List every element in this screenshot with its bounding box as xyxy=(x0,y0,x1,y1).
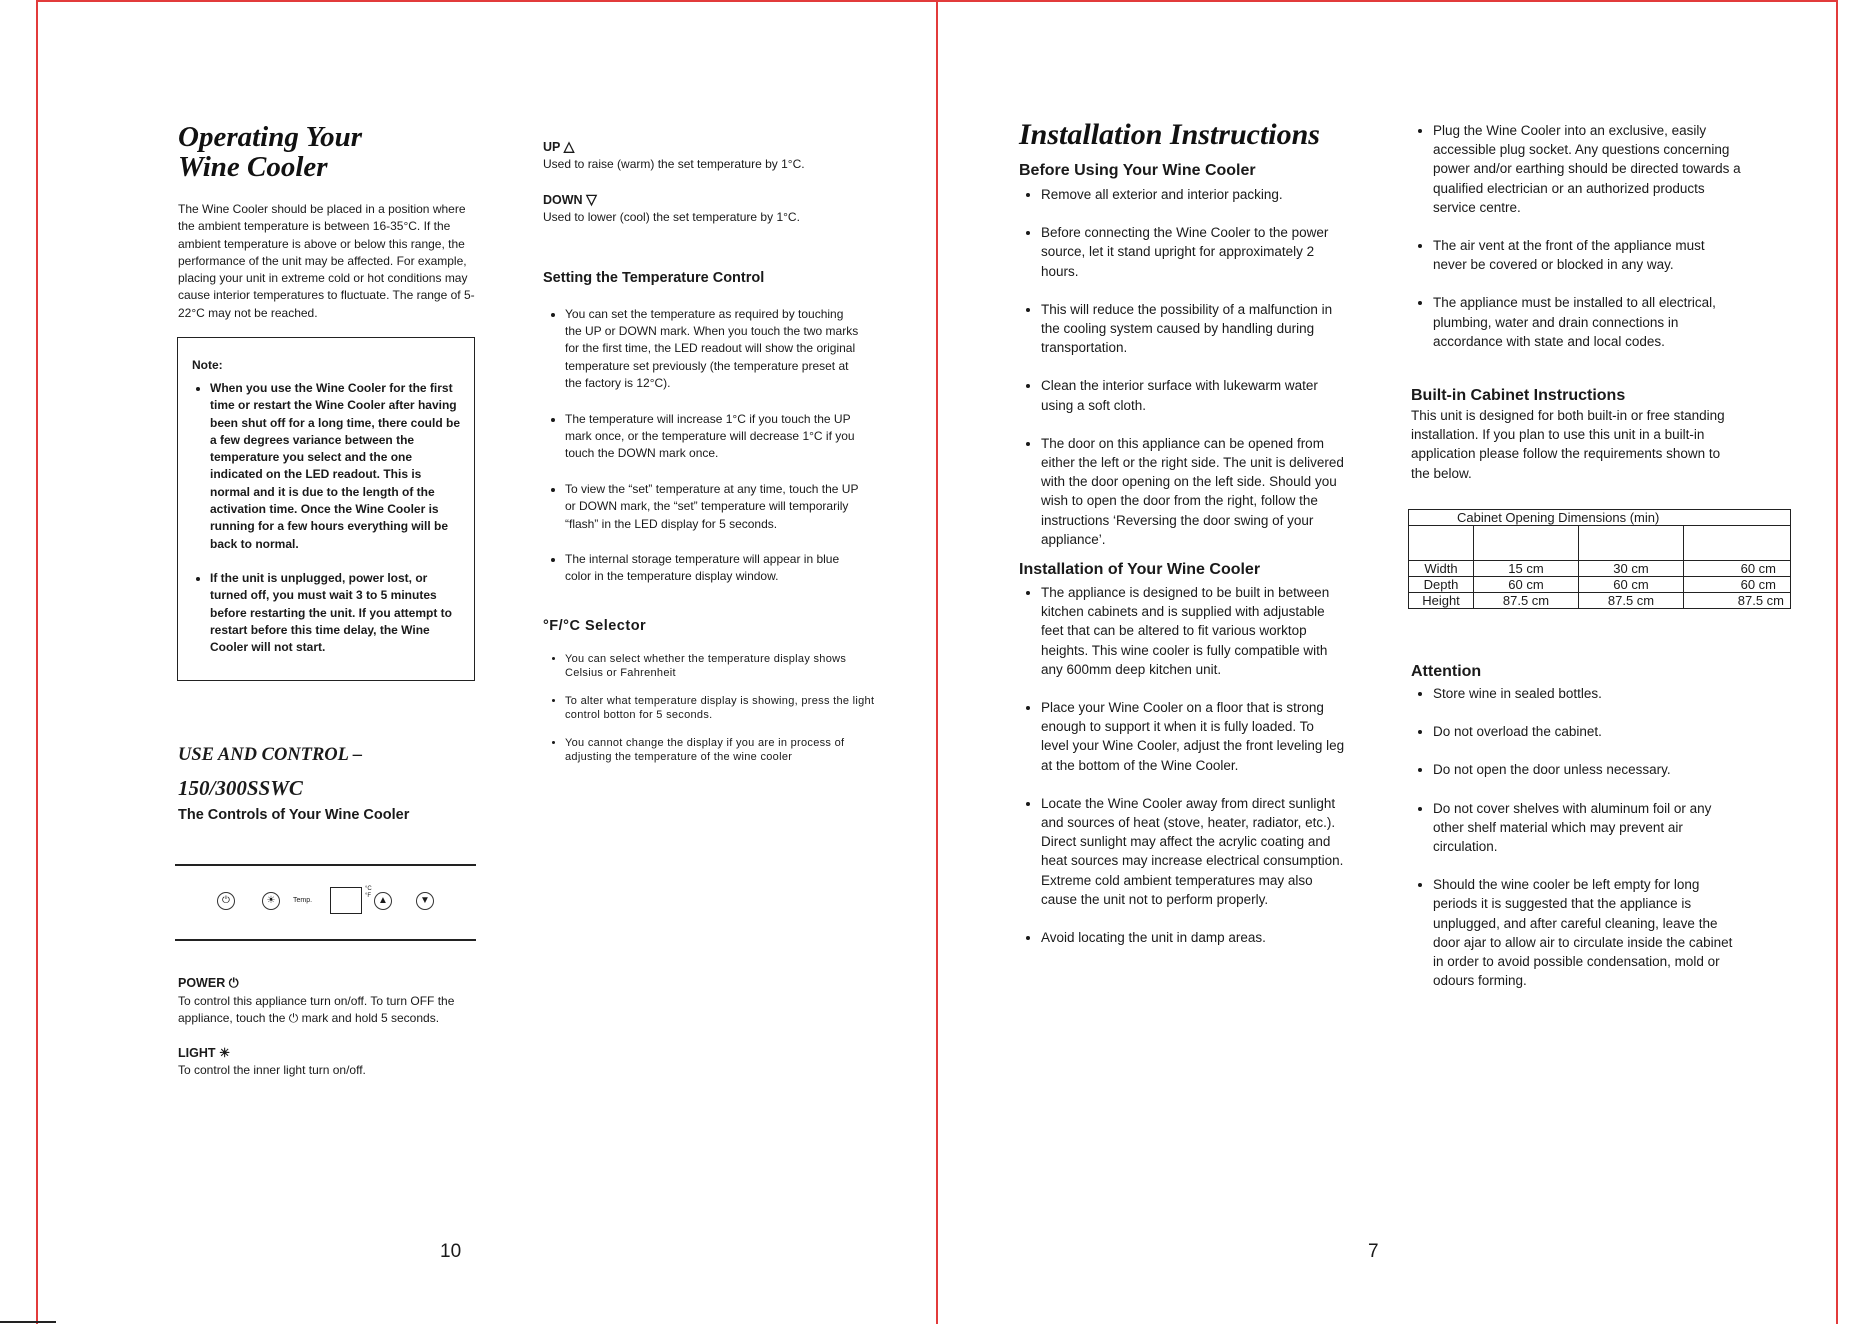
installation-title: Installation Instructions xyxy=(1019,118,1320,151)
before-item: • Remove all exterior and interior packing. xyxy=(1041,185,1345,204)
table-row xyxy=(1409,577,1791,593)
operating-title xyxy=(178,122,478,182)
table-row xyxy=(1409,593,1791,609)
attention-item: • Store wine in sealed bottles. xyxy=(1433,684,1741,703)
note-item: • When you use the Wine Cooler for the first time or restart the Wine Cooler after having been shut off for a long time, there could be a few degrees variance between the temperature you select and the one indicated on the LED readout. This is normal and it is due to the length of the activation time. Once the Wine Cooler is running for a few hours everything will be back to normal. xyxy=(210,380,460,553)
note-box xyxy=(177,337,475,681)
electrical-item: • Plug the Wine Cooler into an exclusive, easily accessible plug socket. Any questions concerning power and/or earthing should be directed towards a qualified electrician or an authorized products service centre. xyxy=(1433,121,1741,217)
table-row xyxy=(1409,561,1791,577)
table-cell: 60 cm xyxy=(1579,577,1684,593)
table-cell: 87.5 cm xyxy=(1684,593,1791,609)
power-text-end: mark and hold 5 seconds. xyxy=(301,1011,440,1026)
power-text xyxy=(178,993,488,1028)
builtin-heading: Built-in Cabinet Instructions xyxy=(1411,387,1626,405)
page-number-right: 7 xyxy=(1368,1241,1379,1262)
page-bottom-line xyxy=(0,1321,56,1323)
page-border-right xyxy=(1836,0,1838,1324)
table-cell: 87.5 cm xyxy=(1579,593,1684,609)
controls-heading: The Controls of Your Wine Cooler xyxy=(178,807,410,823)
power-text-start: To control this appliance turn on/off. To turn OFF the appliance, touch the xyxy=(178,994,455,1026)
install-heading: Installation of Your Wine Cooler xyxy=(1019,561,1261,579)
before-item: • The door on this appliance can be opened from either the left or the right side. The unit is delivered with the door opening on the left side. Should you wish to open the door from the right, follow the instructions ‘Reversing the door swing of your appliance’. xyxy=(1041,434,1345,549)
attention-section xyxy=(1411,663,1741,1009)
attention-item: • Do not overload the cabinet. xyxy=(1433,722,1741,741)
setting-item: • The temperature will increase 1°C if you touch the UP mark once, or the temperature will decrease 1°C if you touch the DOWN mark once. xyxy=(565,411,861,463)
electrical-item: • The air vent at the front of the appliance must never be covered or blocked in any way. xyxy=(1433,236,1741,274)
use-control-section xyxy=(178,745,478,823)
light-label: LIGHT xyxy=(178,1045,216,1060)
attention-item: • Should the wine cooler be left empty for long periods it is suggested that the appliance is unplugged, and after careful cleaning, leave the door ajar to allow air to circulate inside the cabinet in order to avoid possible condensation, mold or odours forming. xyxy=(1433,875,1741,990)
up-triangle-icon: △ xyxy=(563,138,575,154)
temperature-display xyxy=(330,887,362,914)
operating-title-line2: Wine Cooler xyxy=(178,151,328,183)
power-icon[interactable]: ⏻ xyxy=(217,892,235,910)
selector-heading: °F/°C Selector xyxy=(543,617,647,634)
down-text: Used to lower (cool) the set temperature by 1°C. xyxy=(543,210,800,225)
panel-top-line xyxy=(175,864,476,866)
up-text: Used to raise (warm) the set temperature by 1°C. xyxy=(543,157,805,171)
power-section xyxy=(178,976,488,1079)
model-number: 150/300SSWC xyxy=(178,776,303,800)
note-item: • If the unit is unplugged, power lost, or turned off, you must wait 3 to 5 minutes before restarting the unit. If you attempt to restart before this time delay, the Wine Cooler will not start. xyxy=(210,570,460,656)
before-heading: Before Using Your Wine Cooler xyxy=(1019,162,1256,179)
light-icon[interactable]: ☀ xyxy=(262,892,280,910)
setting-item: • The internal storage temperature will appear in blue color in the temperature display window. xyxy=(565,551,861,586)
builtin-text: This unit is designed for both built-in or free standing installation. If you plan to use this unit in a built-in application please follow the requirements shown to the below. xyxy=(1411,408,1725,481)
page-border-left xyxy=(36,0,38,1324)
setting-heading: Setting the Temperature Control xyxy=(543,269,765,286)
power-symbol-icon: ⏻ xyxy=(228,976,239,990)
operating-column xyxy=(178,122,478,322)
table-cell: 60 cm xyxy=(1474,577,1579,593)
page-border-center xyxy=(936,0,938,1324)
operating-title-line1: Operating Your xyxy=(178,121,362,153)
up-label: UP xyxy=(543,140,561,154)
setting-item: • To view the “set” temperature at any time, touch the UP or DOWN mark, the “set” temperature will temporarily “flash” in the LED display for 5 seconds. xyxy=(565,481,861,533)
operating-intro: The Wine Cooler should be placed in a position where the ambient temperature is between 16-35°C. If the ambient temperature is above or below this range, the performance of the unit may be affected. For example, placing your unit in extreme cold or hot conditions may cause interior temperatures to fluctuate. The range of 5-22°C may not be reached. xyxy=(178,202,475,320)
down-label: DOWN xyxy=(543,193,583,208)
light-symbol-icon: ☀ xyxy=(218,1045,231,1060)
selector-item: • To alter what temperature display is showing, press the light control botton for 5 seconds. xyxy=(565,694,875,722)
attention-item: • Do not open the door unless necessary. xyxy=(1433,760,1741,779)
selector-item: • You can select whether the temperature display shows Celsius or Fahrenheit xyxy=(565,652,875,680)
electrical-column xyxy=(1411,121,1741,483)
power-inline-icon: ⏻ xyxy=(288,1011,299,1026)
page-number-left: 10 xyxy=(440,1241,462,1262)
before-item: • Clean the interior surface with lukewarm water using a soft cloth. xyxy=(1041,376,1345,414)
controls-column xyxy=(543,138,875,778)
panel-units: °C °F xyxy=(365,886,372,899)
down-icon[interactable]: ▼ xyxy=(416,892,434,910)
table-cell: 60 cm xyxy=(1684,577,1791,593)
before-item: • This will reduce the possibility of a malfunction in the cooling system caused by handling during transportation. xyxy=(1041,300,1345,358)
selector-item: • You cannot change the display if you are in process of adjusting the temperature of the wine cooler xyxy=(565,736,875,764)
dimensions-table xyxy=(1408,509,1791,609)
light-text: To control the inner light turn on/off. xyxy=(178,1062,366,1077)
note-heading: Note: xyxy=(192,358,223,372)
panel-bottom-line xyxy=(175,939,476,941)
row-label: Depth xyxy=(1409,577,1474,593)
table-cell: 15 cm xyxy=(1474,561,1579,577)
table-cell: 30 cm xyxy=(1579,561,1684,577)
row-label: Height xyxy=(1409,593,1474,609)
attention-item: • Do not cover shelves with aluminum foil or any other shelf material which may prevent air circulation. xyxy=(1433,799,1741,857)
power-label: POWER xyxy=(178,976,226,990)
before-item: • Before connecting the Wine Cooler to the power source, let it stand upright for approximately 2 hours. xyxy=(1041,223,1345,281)
attention-heading: Attention xyxy=(1411,663,1482,680)
install-item: • The appliance is designed to be built in between kitchen cabinets and is supplied with adjustable feet that can be altered to fit various worktop heights. This wine cooler is fully compatible with any 600mm deep kitchen unit. xyxy=(1041,583,1345,679)
up-icon[interactable]: ▲ xyxy=(374,892,392,910)
install-item: • Locate the Wine Cooler away from direct sunlight and sources of heat (stove, heater, radiator, etc.). Direct sunlight may affect the acrylic coating and heat sources may increase electrical consumption. Extreme cold ambient temperatures may also cause the unit not to perform properly. xyxy=(1041,794,1345,909)
installation-column xyxy=(1019,120,1345,966)
setting-item: • You can set the temperature as required by touching the UP or DOWN mark. When you touch the two marks for the first time, the LED readout will show the original temperature set previously (the temperature preset at the factory is 12°C). xyxy=(565,306,861,393)
install-item: • Place your Wine Cooler on a floor that is strong enough to support it when it is fully loaded. To level your Wine Cooler, adjust the front leveling leg at the bottom of the Wine Cooler. xyxy=(1041,698,1345,775)
row-label: Width xyxy=(1409,561,1474,577)
dimensions-table-title: Cabinet Opening Dimensions (min) xyxy=(1409,510,1791,526)
install-item: • Avoid locating the unit in damp areas. xyxy=(1041,928,1345,947)
page-border-top xyxy=(36,0,1836,2)
electrical-item: • The appliance must be installed to all electrical, plumbing, water and drain connections in accordance with state and local codes. xyxy=(1433,293,1741,351)
use-control-heading: USE AND CONTROL – xyxy=(178,745,363,765)
down-triangle-icon: ▽ xyxy=(586,191,597,208)
panel-temp-label: Temp. xyxy=(293,897,313,904)
table-cell: 87.5 cm xyxy=(1474,593,1579,609)
table-cell: 60 cm xyxy=(1684,561,1791,577)
